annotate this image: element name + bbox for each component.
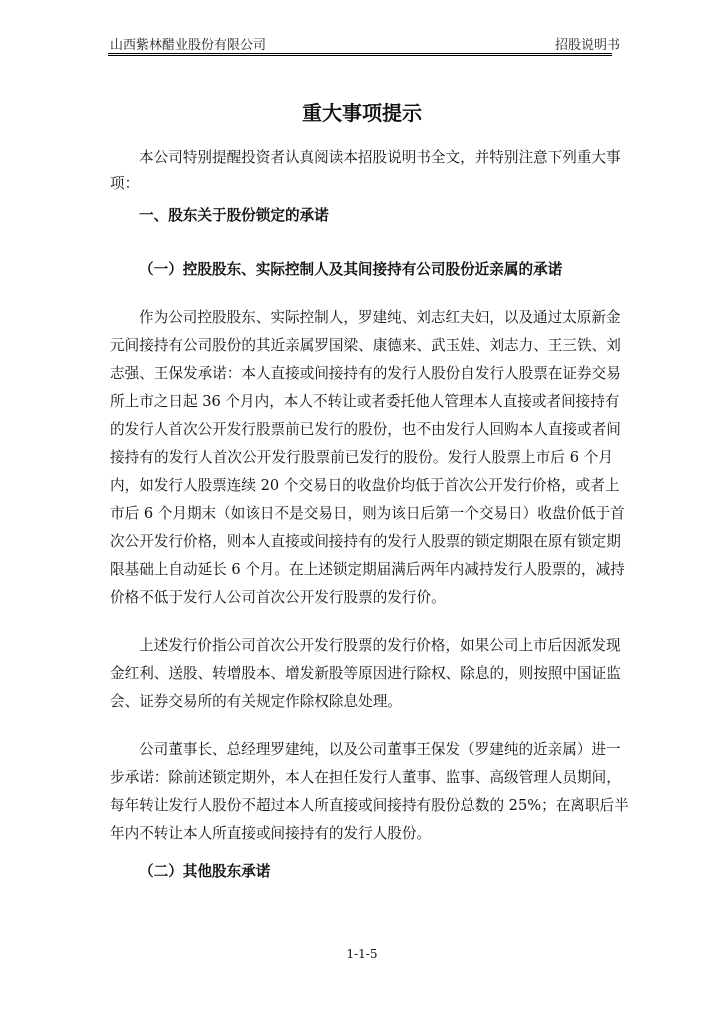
para1-line: 元间接持有公司股份的其近亲属罗国梁、康德来、武玉娃、刘志力、王三铁、刘 [110, 337, 621, 354]
para1-line: 内，如发行人股票连续 20 个交易日的收盘价均低于首次公开发行价格，或者上 [110, 477, 620, 494]
para2-line: 上述发行价指公司首次公开发行股票的发行价格，如果公司上市后因派发现 [139, 637, 621, 654]
page-title: 重大事项提示 [302, 101, 422, 125]
page-number: 1-1-5 [346, 947, 378, 961]
para1-line: 限基础上自动延长 6 个月。在上述锁定期届满后两年内减持发行人股票的，减持 [110, 561, 625, 578]
subsection-1-heading: （一）控股股东、实际控制人及其间接持有公司股份近亲属的承诺 [139, 261, 563, 278]
para3-line: 公司董事长、总经理罗建纯，以及公司董事王保发（罗建纯的近亲属）进一 [139, 741, 621, 758]
header-company-name: 山西紫林醋业股份有限公司 [110, 38, 267, 53]
para1-line: 次公开发行价格，则本人直接或间接持有的发行人股票的锁定期限在原有锁定期 [110, 533, 621, 550]
para1-line: 接持有的发行人首次公开发行股票前已发行的股份。发行人股票上市后 6 个月 [110, 449, 613, 466]
para2-line: 会、证券交易所的有关规定作除权除息处理。 [110, 693, 402, 710]
para1-line: 志强、王保发承诺：本人直接或间接持有的发行人股份自发行人股票在证券交易 [110, 365, 621, 382]
intro-line-1: 本公司特别提醒投资者认真阅读本招股说明书全文，并特别注意下列重大事 [139, 149, 621, 166]
section-1-heading: 一、股东关于股份锁定的承诺 [139, 207, 329, 224]
para1-line: 市后 6 个月期末（如该日不是交易日，则为该日后第一个交易日）收盘价低于首 [110, 505, 625, 522]
para2-line: 金红利、送股、转增股本、增发新股等原因进行除权、除息的，则按照中国证监 [110, 665, 621, 682]
subsection-2-heading: （二）其他股东承诺 [139, 863, 271, 880]
para1-line: 的发行人首次公开发行股票前已发行的股份，也不由发行人回购本人直接或者间 [110, 421, 621, 438]
para3-line: 年内不转让本人所直接或间接持有的发行人股份。 [110, 825, 432, 842]
intro-line-2: 项： [110, 175, 140, 192]
para3-line: 步承诺：除前述锁定期外，本人在担任发行人董事、监事、高级管理人员期间， [110, 769, 621, 786]
header-rule [108, 53, 612, 56]
para3-line: 每年转让发行人股份不超过本人所直接或间接持有股份总数的 25%；在离职后半 [110, 797, 629, 814]
header-document-type: 招股说明书 [555, 38, 621, 53]
para1-line: 作为公司控股股东、实际控制人，罗建纯、刘志红夫妇，以及通过太原新金 [139, 309, 621, 326]
para1-line: 价格不低于发行人公司首次公开发行股票的发行价。 [110, 589, 446, 606]
para1-line: 所上市之日起 36 个月内，本人不转让或者委托他人管理本人直接或者间接持有 [110, 393, 620, 410]
